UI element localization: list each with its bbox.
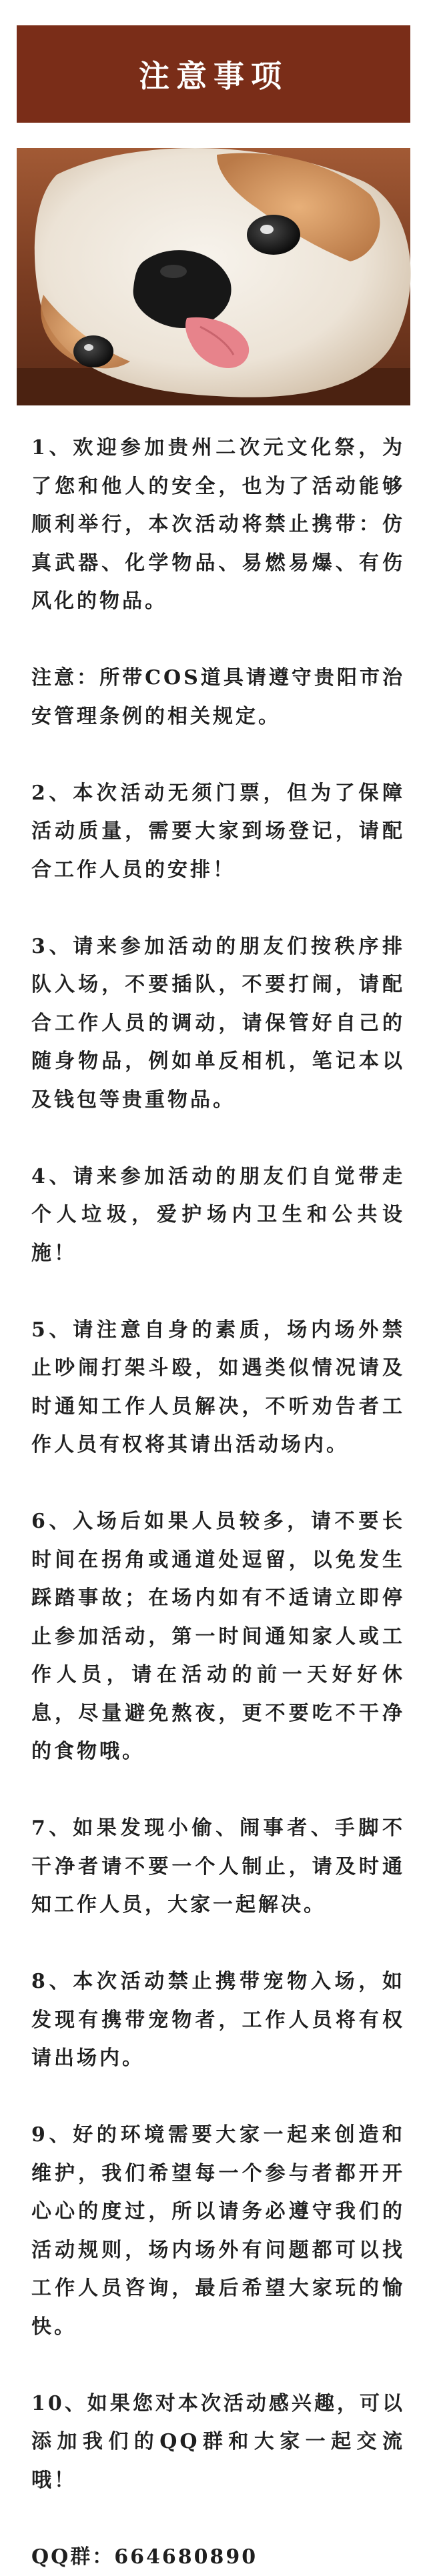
notice-paragraph: 1、欢迎参加贵州二次元文化祭，为了您和他人的安全，也为了活动能够顺利举行，本次活动将禁止携带：仿真武器、化学物品、易燃易爆、有伤风化的物品。	[31, 429, 405, 621]
notice-paragraph: 8、本次活动禁止携带宠物入场，如发现有携带宠物者，工作人员将有权请出场内。	[31, 1963, 405, 2078]
title-banner	[17, 25, 410, 123]
eye-highlight	[260, 225, 274, 234]
notice-paragraph: 6、入场后如果人员较多，请不要长时间在拐角或通道处逗留，以免发生踩踏事故；在场内如有不适请立即停止参加活动，第一时间通知家人或工作人员，请在活动的前一天好好休息，尽量避免熬夜，更不要吃不干净的食物哦。	[31, 1502, 405, 1771]
nose-shine	[160, 265, 187, 278]
notice-paragraph: 7、如果发现小偷、闹事者、手脚不干净者请不要一个人制止，请及时通知工作人员，大家一起解决。	[31, 1809, 405, 1924]
notice-paragraph: 9、好的环境需要大家一起来创造和维护，我们希望每一个参与者都开开心心的度过，所以请务必遵守我们的活动规则，场内场外有问题都可以找工作人员咨询，最后希望大家玩的愉快。	[31, 2116, 405, 2346]
notice-paragraph: 5、请注意自身的素质，场内场外禁止吵闹打架斗殴，如遇类似情况请及时通知工作人员解决，不听劝告者工作人员有权将其请出活动场内。	[31, 1311, 405, 1464]
dog-eye-right	[247, 215, 300, 255]
qq-group-number[interactable]: QQ群：664680890	[31, 2538, 405, 2576]
notice-paragraph: 10、如果您对本次活动感兴趣，可以添加我们的QQ群和大家一起交流哦！	[31, 2385, 405, 2500]
dog-photo	[17, 148, 410, 405]
notice-paragraph: 4、请来参加活动的朋友们自觉带走个人垃圾，爱护场内卫生和公共设施！	[31, 1158, 405, 1273]
notice-content	[31, 429, 405, 2576]
eye-highlight	[84, 344, 93, 351]
notice-paragraph: 2、本次活动无须门票，但为了保障活动质量，需要大家到场登记，请配合工作人员的安排！	[31, 774, 405, 890]
notice-paragraph: 注意：所带COS道具请遵守贵阳市治安管理条例的相关规定。	[31, 659, 405, 736]
notice-paragraph: 3、请来参加活动的朋友们按秩序排队入场，不要插队，不要打闹，请配合工作人员的调动，请保管好自己的随身物品，例如单反相机，笔记本以及钱包等贵重物品。	[31, 928, 405, 1120]
dog-face-illustration	[17, 148, 410, 405]
page-title: 注意事项	[139, 52, 288, 96]
dog-eye-left	[73, 335, 113, 367]
